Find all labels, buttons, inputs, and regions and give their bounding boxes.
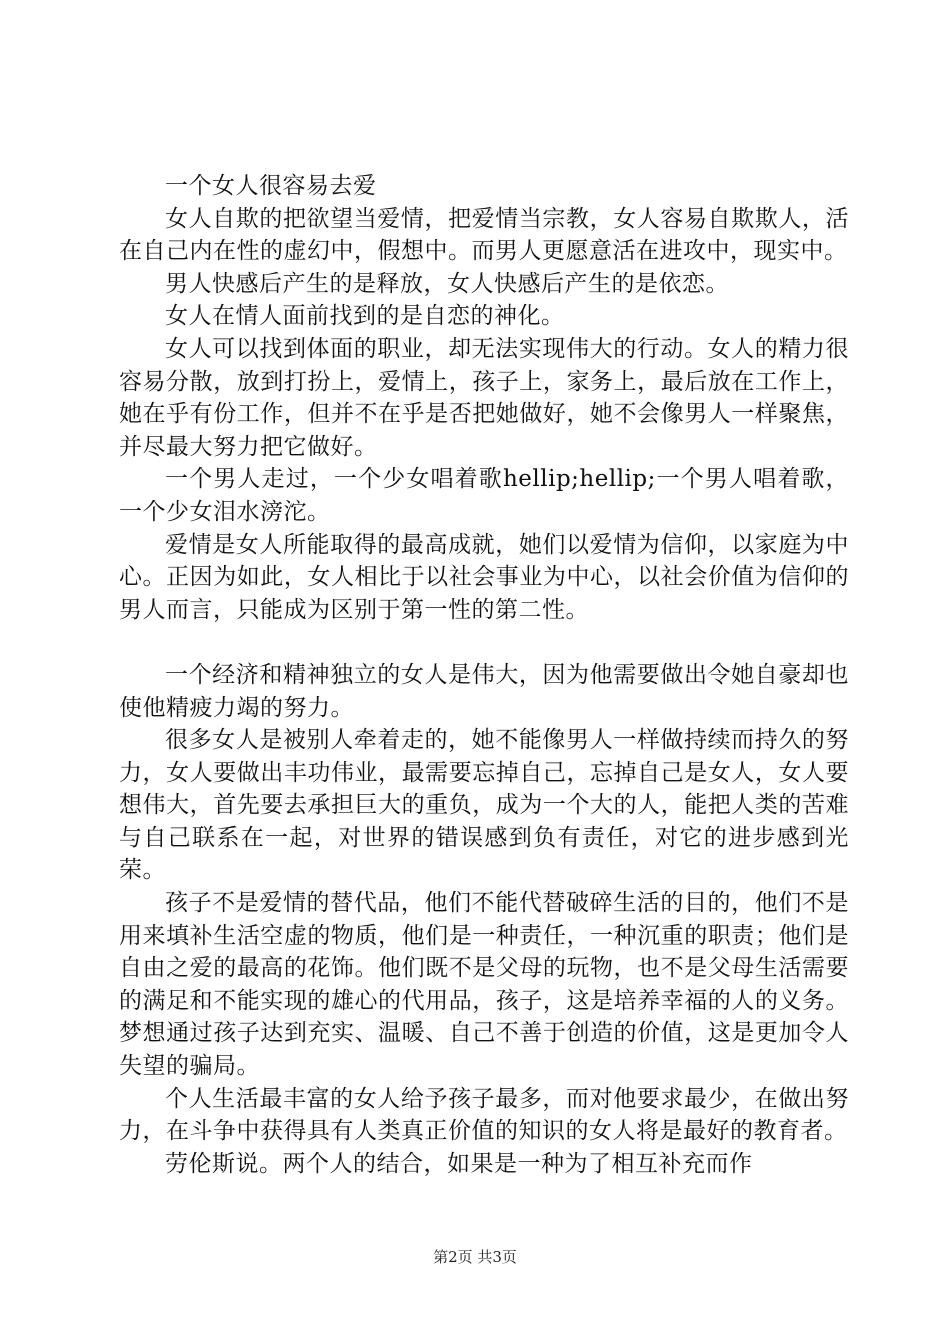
paragraph: 劳伦斯说。两个人的结合，如果是一种为了相互补充而作 <box>165 1150 753 1177</box>
paragraph: 个人生活最丰富的女人给予孩子最多，而对他要求最少，在做出努力，在斗争中获得具有人类真正价值的知识的女人将是最好的教育者。 <box>119 1085 849 1145</box>
paragraph: 女人自欺的把欲望当爱情，把爱情当宗教，女人容易自欺欺人，活在自己内在性的虚幻中，假想中。而男人更愿意活在进攻中，现实中。 <box>119 205 849 265</box>
paragraph: 一个男人走过，一个少女唱着歌hellip;hellip;一个男人唱着歌，一个少女泪水滂沱。 <box>119 466 849 525</box>
page-number-footer: 第2页 共3页 <box>433 1248 517 1266</box>
paragraph: 女人在情人面前找到的是自恋的神化。 <box>165 303 565 330</box>
paragraph: 孩子不是爱情的替代品，他们不能代替破碎生活的目的，他们不是用来填补生活空虚的物质，他们是一种责任，一种沉重的职责；他们是自由之爱的最高的花饰。他们既不是父母的玩物，也不是父母生活需要的满足和不能实现的雄心的代用品，孩子，这是培养幸福的人的义务。梦想通过孩子达到充实、温暖、自己不善于创造的价值，这是更加令人失望的骗局。 <box>119 890 849 1080</box>
document-body <box>119 170 849 1180</box>
paragraph: 一个经济和精神独立的女人是伟大，因为他需要做出令她自豪却也使他精疲力竭的努力。 <box>119 661 849 721</box>
paragraph: 很多女人是被别人牵着走的，她不能像男人一样做持续而持久的努力，女人要做出丰功伟业，最需要忘掉自己，忘掉自己是女人，女人要想伟大，首先要去承担巨大的重负，成为一个大的人，能把人类的苦难与自己联系在一起，对世界的错误感到负有责任，对它的进步感到光荣。 <box>119 727 849 884</box>
paragraph: 爱情是女人所能取得的最高成就，她们以爱情为信仰，以家庭为中心。正因为如此，女人相比于以社会事业为中心，以社会价值为信仰的男人而言，只能成为区别于第一性的第二性。 <box>119 531 849 623</box>
paragraph: 男人快感后产生的是释放，女人快感后产生的是依恋。 <box>165 270 729 297</box>
paragraph-title: 一个女人很容易去爱 <box>165 173 377 199</box>
blank-line <box>119 626 849 659</box>
paragraph: 女人可以找到体面的职业，却无法实现伟大的行动。女人的精力很容易分散，放到打扮上，爱情上，孩子上，家务上，最后放在工作上，她在乎有份工作，但并不在乎是否把她做好，她不会像男人一样聚焦，并尽最大努力把它做好。 <box>119 335 849 460</box>
